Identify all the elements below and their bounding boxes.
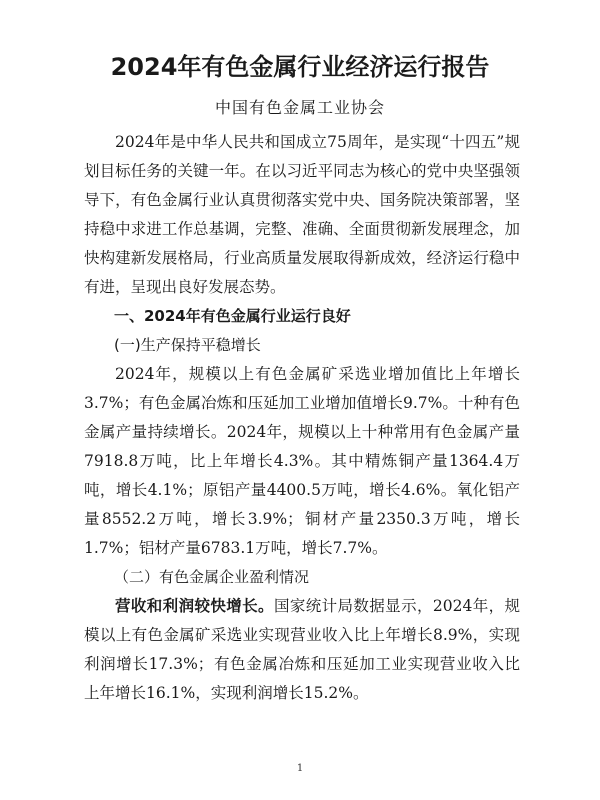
document-body	[84, 128, 520, 708]
page-number: 1	[296, 763, 304, 774]
intro-paragraph: 2024年是中华人民共和国成立75周年，是实现“十四五”规划目标任务的关键一年。在以习近平同志为核心的党中央坚强领导下，有色金属行业认真贯彻落实党中央、国务院决策部署，坚持稳中求进工作总基调，完整、准确、全面贯彻新发展理念，加快构建新发展格局，行业高质量发展取得新成效，经济运行稳中有进，呈现出良好发展态势。	[84, 133, 520, 296]
profit-paragraph	[84, 592, 520, 708]
document-title: 2024年有色金属行业经济运行报告	[110, 53, 490, 81]
subsection-heading-profit: （二）有色金属企业盈利情况	[114, 568, 310, 586]
profit-lead-text: 营收和利润较快增长。	[115, 597, 274, 615]
subsection-heading-production: (一)生产保持平稳增长	[114, 336, 261, 354]
production-paragraph: 2024年，规模以上有色金属矿采选业增加值比上年增长3.7%；有色金属冶炼和压延加工业增加值增长9.7%。十种有色金属产量持续增长。2024年，规模以上十种常用有色金属产量7918.8万吨，比上年增长4.3%。其中精炼铜产量1364.4万吨，增长4.1%；原铝产量4400.5万吨，增长4.6%。氧化铝产量8552.2万吨，增长3.9%；铜材产量2350.3万吨，增长1.7%；铝材产量6783.1万吨，增长7.7%。	[84, 365, 520, 557]
profit-body-text: 国家统计局数据显示，2024年，规模以上有色金属矿采选业实现营业收入比上年增长8.9%，实现利润增长17.3%；有色金属冶炼和压延加工业实现营业收入比上年增长16.1%，实现利润增长15.2%。	[84, 597, 520, 702]
section-heading: 一、2024年有色金属行业运行良好	[114, 307, 351, 325]
organization-name: 中国有色金属工业协会	[214, 98, 385, 117]
